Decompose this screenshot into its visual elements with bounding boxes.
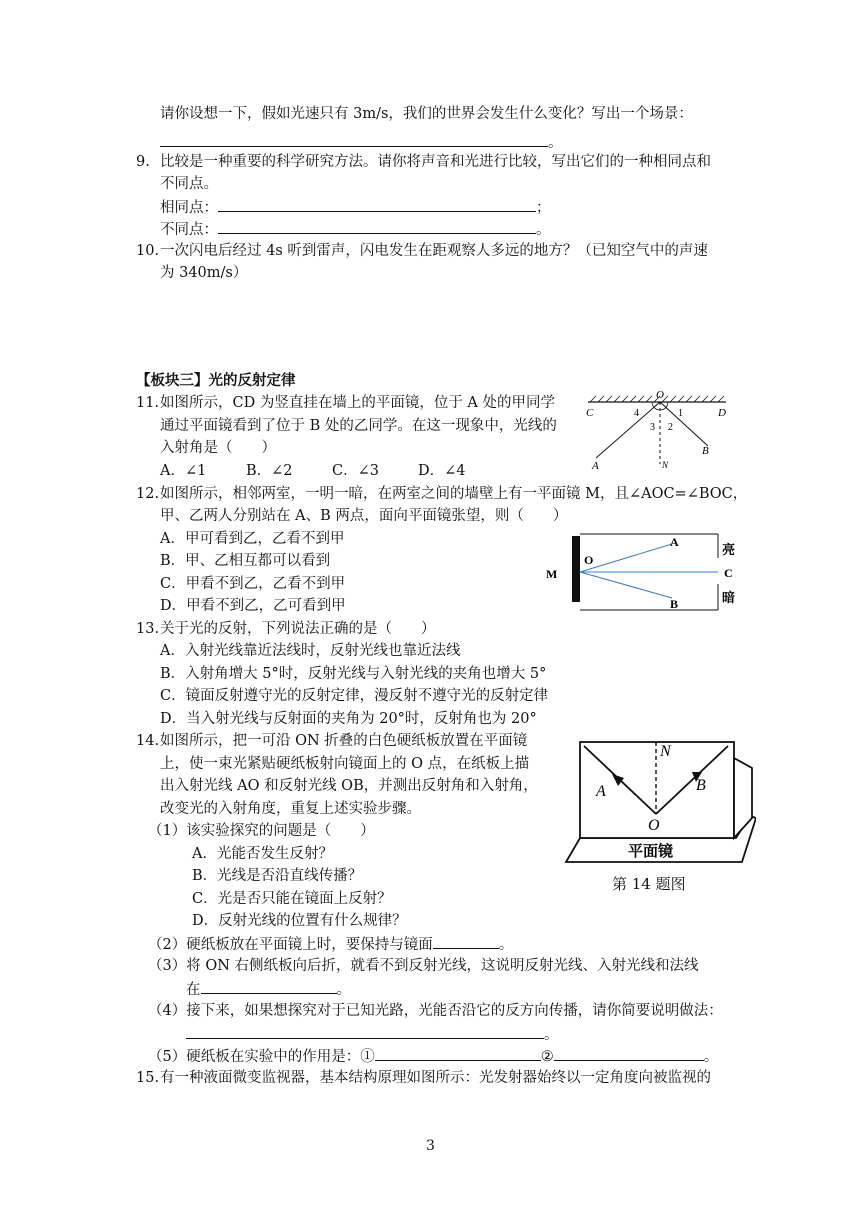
q9-same-blank[interactable] — [218, 197, 536, 212]
q9-diff-blank[interactable] — [218, 219, 536, 234]
q8-blank[interactable] — [160, 132, 548, 147]
q11-number: 11. — [136, 395, 160, 411]
q14-sub2: （2）硬纸板放在平面镜上时，要保持与镜面 。 — [148, 934, 513, 955]
label-n: N — [662, 460, 669, 470]
label-dark: 暗 — [722, 590, 736, 605]
label-1: 1 — [678, 408, 683, 419]
q12-option-d[interactable]: D．甲看不到乙，乙可看到甲 — [160, 598, 346, 614]
q14-sub1: （1）该实验探究的问题是（ ） — [148, 823, 375, 839]
q14-line2: 上，使一束光紧贴硬纸板射向镜面上的 O 点，在纸板上描 — [160, 756, 530, 772]
q13-line1: 关于光的反射，下列说法正确的是（ ） — [160, 621, 436, 637]
label-c: C — [586, 407, 594, 419]
q10-number: 10. — [136, 243, 160, 259]
label-2: 2 — [668, 422, 673, 433]
q12-line1: 如图所示，相邻两室，一明一暗，在两室之间的墙壁上有一平面镜 M，且∠AOC=∠BOC， — [160, 486, 748, 502]
q14-sub3-blank[interactable] — [201, 979, 337, 994]
label-mirror: 平面镜 — [628, 844, 674, 860]
q14-option-b[interactable]: B．光线是否沿直线传播？ — [192, 868, 363, 884]
q9-line2: 不同点。 — [160, 176, 218, 192]
q14-sub5-blank2[interactable] — [554, 1046, 704, 1061]
q13-number: 13. — [136, 621, 160, 637]
label-b: B — [696, 777, 706, 794]
label-a: A — [592, 460, 599, 470]
q9-line1: 比较是一种重要的科学研究方法。请你将声音和光进行比较，写出它们的一种相同点和 — [160, 154, 711, 170]
q11-line2: 通过平面镜看到了位于 B 处的乙同学。在这一现象中，光线的 — [160, 418, 557, 434]
label-a: A — [596, 783, 606, 800]
q14-sub4-line2: 。 — [186, 1024, 559, 1045]
label-o: O — [584, 553, 594, 567]
q14-option-d[interactable]: D．反射光线的位置有什么规律？ — [192, 913, 407, 929]
q12-line2: 甲、乙两人分别站在 A、B 两点，面向平面镜张望，则（ ） — [160, 508, 568, 524]
q14-experiment-figure — [556, 738, 756, 868]
q12-option-c[interactable]: C．甲看不到乙，乙看不到甲 — [160, 576, 346, 592]
label-m: M — [546, 567, 558, 581]
q14-option-c[interactable]: C．光是否只能在镜面上反射？ — [192, 891, 392, 907]
q11-option-d[interactable]: D．∠4 — [418, 463, 466, 479]
label-d: D — [718, 407, 726, 419]
q14-sub3-line2: 在 。 — [186, 979, 351, 1000]
q14-sub3-line1: （3）将 ON 右侧纸板向后折，就看不到反射光线，这说明反射光线、入射光线和法线 — [148, 958, 699, 974]
mirror-m — [572, 536, 580, 602]
q13-option-d[interactable]: D．当入射光线与反射面的夹角为 20°时，反射角也为 20° — [160, 711, 537, 727]
label-n: N — [660, 743, 671, 760]
q14-number: 14. — [136, 733, 160, 749]
q11-mirror-figure — [582, 388, 732, 470]
q14-line1: 如图所示，把一可沿 ON 折叠的白色硬纸板放置在平面镜 — [160, 733, 528, 749]
q8-text: 请你设想一下，假如光速只有 3m/s，我们的世界会发生什么变化？写出一个场景： — [160, 106, 693, 122]
label-b: B — [670, 597, 679, 611]
q14-figure-caption: 第 14 题图 — [612, 875, 686, 893]
label-o: O — [648, 817, 660, 834]
q10-line1: 一次闪电后经过 4s 听到雷声，闪电发生在距观察人多远的地方？（已知空气中的声速 — [160, 243, 708, 259]
q13-option-b[interactable]: B．入射角增大 5°时，反射光线与入射光线的夹角也增大 5° — [160, 666, 547, 682]
q15-number: 15. — [136, 1070, 160, 1086]
q13-option-c[interactable]: C．镜面反射遵守光的反射定律，漫反射不遵守光的反射定律 — [160, 688, 549, 704]
q14-line4: 改变光的入射角度，重复上述实验步骤。 — [160, 801, 421, 817]
line-oa — [580, 544, 672, 572]
label-3: 3 — [650, 422, 655, 433]
q14-sub5-blank1[interactable] — [375, 1046, 541, 1061]
q12-number: 12. — [136, 486, 160, 502]
q15-line1: 有一种液面微变监视器，基本结构原理如图所示：光发射器始终以一定角度向被监视的 — [160, 1070, 711, 1086]
q8-answer-line: 。 — [160, 132, 563, 153]
q11-option-a[interactable]: A．∠1 — [160, 463, 207, 479]
q9-number: 9. — [136, 154, 150, 170]
q12-option-a[interactable]: A．甲可看到乙，乙看不到甲 — [160, 531, 345, 547]
q10-line2: 为 340m/s） — [160, 265, 248, 281]
q11-line3: 入射角是（ ） — [160, 440, 276, 456]
page-number: 3 — [426, 1138, 435, 1154]
label-c: C — [724, 566, 733, 580]
label-b: B — [702, 445, 709, 457]
q14-option-a[interactable]: A．光能否发生反射？ — [192, 846, 333, 862]
q14-sub2-blank[interactable] — [433, 934, 499, 949]
q9-same-row: 相同点： ； — [160, 197, 551, 218]
q14-line3: 出入射光线 AO 和反射光线 OB，并测出反射角和入射角， — [160, 778, 538, 794]
q11-line1: 如图所示，CD 为竖直挂在墙上的平面镜，位于 A 处的甲同学 — [160, 395, 556, 411]
q14-sub5: （5）硬纸板在实验中的作用是：① ② 。 — [148, 1046, 718, 1067]
q11-option-c[interactable]: C．∠3 — [332, 463, 379, 479]
section-title: 【板块三】光的反射定律 — [136, 372, 296, 389]
q12-room-figure — [542, 530, 742, 616]
label-bright: 亮 — [722, 542, 736, 557]
label-4: 4 — [634, 408, 639, 419]
label-a: A — [670, 535, 679, 549]
q11-option-b[interactable]: B．∠2 — [246, 463, 293, 479]
q12-option-b[interactable]: B．甲、乙相互都可以看到 — [160, 553, 331, 569]
q13-option-a[interactable]: A．入射光线靠近法线时，反射光线也靠近法线 — [160, 643, 461, 659]
label-o: O — [656, 389, 664, 401]
q14-sub4-blank[interactable] — [186, 1024, 544, 1039]
q9-diff-row: 不同点： 。 — [160, 219, 551, 240]
q14-sub4-line1: （4）接下来，如果想探究对于已知光路，光能否沿它的反方向传播，请你简要说明做法： — [148, 1003, 723, 1019]
line-ob — [580, 572, 672, 598]
